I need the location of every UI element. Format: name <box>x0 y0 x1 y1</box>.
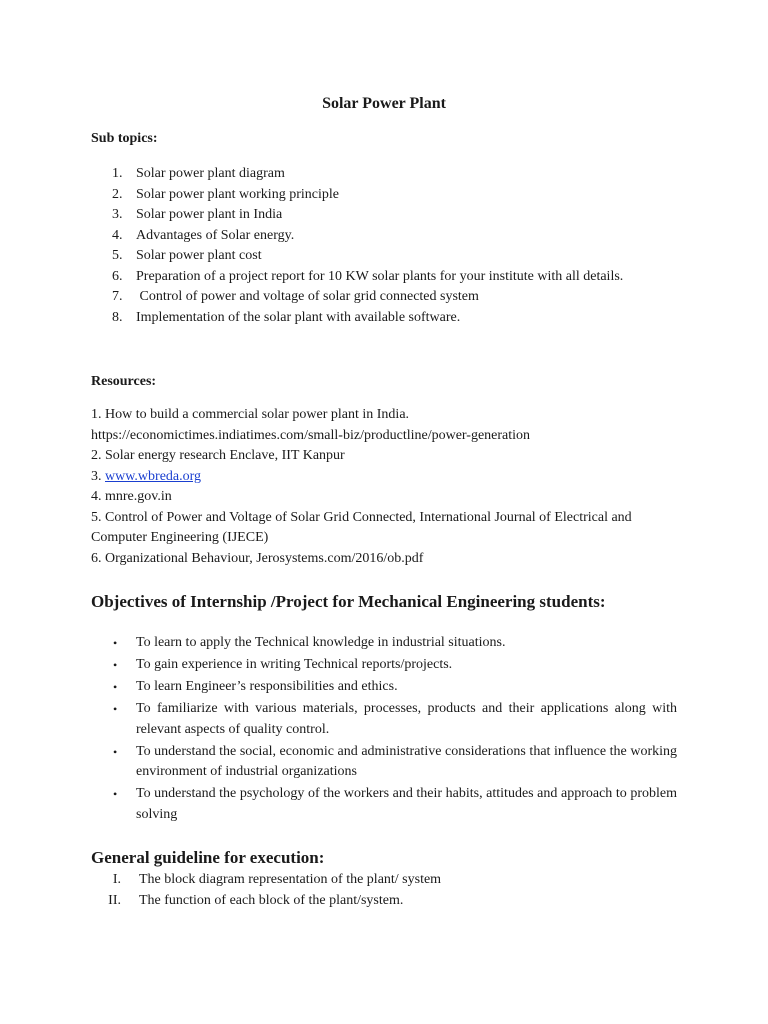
list-item <box>110 677 677 698</box>
list-text: To gain experience in writing Technical reports/projects. <box>136 657 453 672</box>
list-item <box>91 891 691 912</box>
resource-item-continued: Computer Engineering (IJECE) <box>91 530 269 545</box>
list-item <box>112 308 712 329</box>
list-item <box>112 267 712 288</box>
subtopics-list <box>112 164 712 328</box>
resource-item <box>91 467 691 488</box>
list-text: The block diagram representation of the plant/ system <box>139 872 442 887</box>
list-text: Control of power and voltage of solar grid connected system <box>136 289 479 304</box>
list-number: II. <box>108 892 121 908</box>
list-item <box>110 742 677 783</box>
list-item <box>112 185 712 206</box>
list-number: 6. <box>112 268 123 284</box>
bullet-icon: • <box>113 702 118 716</box>
list-text: Advantages of Solar energy. <box>136 227 295 243</box>
list-number: 2. <box>112 186 123 202</box>
resource-item: 1. How to build a commercial solar power plant in India. <box>91 407 410 422</box>
list-item <box>110 699 677 740</box>
list-text: To familiarize with various materials, processes, products and their applications along with relevant aspects of quality control. <box>136 701 677 737</box>
document-title: Solar Power Plant <box>322 95 446 112</box>
list-item <box>112 205 712 226</box>
guideline-list <box>91 870 691 911</box>
list-text: Preparation of a project report for 10 KW solar plants for your institute with all details. <box>136 268 624 284</box>
guideline-heading: General guideline for execution: <box>91 848 325 867</box>
bullet-icon: • <box>113 787 118 801</box>
resource-item: 5. Control of Power and Voltage of Solar Grid Connected, International Journal of Electrical and <box>91 509 632 525</box>
list-number: I. <box>112 872 121 887</box>
list-number: 1. <box>112 166 123 181</box>
list-text: To learn to apply the Technical knowledge in industrial situations. <box>136 635 506 650</box>
list-item <box>112 287 712 308</box>
list-text: To understand the psychology of the workers and their habits, attitudes and approach to problem solving <box>136 786 677 822</box>
list-text: To understand the social, economic and administrative considerations that influence the working environment of industrial organizations <box>136 743 677 779</box>
list-number: 8. <box>112 309 123 325</box>
resource-prefix: 3. <box>91 468 105 484</box>
resources-heading: Resources: <box>91 374 157 389</box>
wbreda-link[interactable]: www.wbreda.org <box>105 468 202 484</box>
list-text: To learn Engineer’s responsibilities and ethics. <box>136 679 398 694</box>
bullet-icon: • <box>113 658 118 672</box>
list-item <box>91 870 691 891</box>
list-item <box>110 633 677 654</box>
resource-item: 6. Organizational Behaviour, Jerosystems.com/2016/ob.pdf <box>91 550 424 566</box>
list-item <box>110 784 677 825</box>
list-item <box>112 246 712 267</box>
objectives-heading: Objectives of Internship /Project for Mechanical Engineering students: <box>91 592 606 611</box>
list-number: 7. <box>112 289 123 304</box>
list-text: Solar power plant working principle <box>136 186 339 202</box>
bullet-icon: • <box>113 744 118 759</box>
list-number: 4. <box>112 227 123 243</box>
list-item <box>112 164 712 185</box>
objectives-list <box>110 633 677 827</box>
resource-url: https://economictimes.indiatimes.com/small-biz/productline/power-generation <box>91 427 531 443</box>
resources-list <box>91 405 691 569</box>
resource-item: 2. Solar energy research Enclave, IIT Kanpur <box>91 448 345 463</box>
bullet-icon: • <box>113 636 118 650</box>
list-text: Solar power plant diagram <box>136 166 285 181</box>
list-item <box>112 226 712 247</box>
list-number: 5. <box>112 248 123 263</box>
list-text: Solar power plant cost <box>136 248 262 263</box>
list-item <box>110 655 677 676</box>
list-text: Solar power plant in India <box>136 207 283 222</box>
list-number: 3. <box>112 207 123 222</box>
bullet-icon: • <box>113 680 118 694</box>
resource-item: 4. mnre.gov.in <box>91 489 172 504</box>
list-text: Implementation of the solar plant with available software. <box>136 309 461 325</box>
list-text: The function of each block of the plant/system. <box>139 892 404 908</box>
subtopics-heading: Sub topics: <box>91 131 158 146</box>
